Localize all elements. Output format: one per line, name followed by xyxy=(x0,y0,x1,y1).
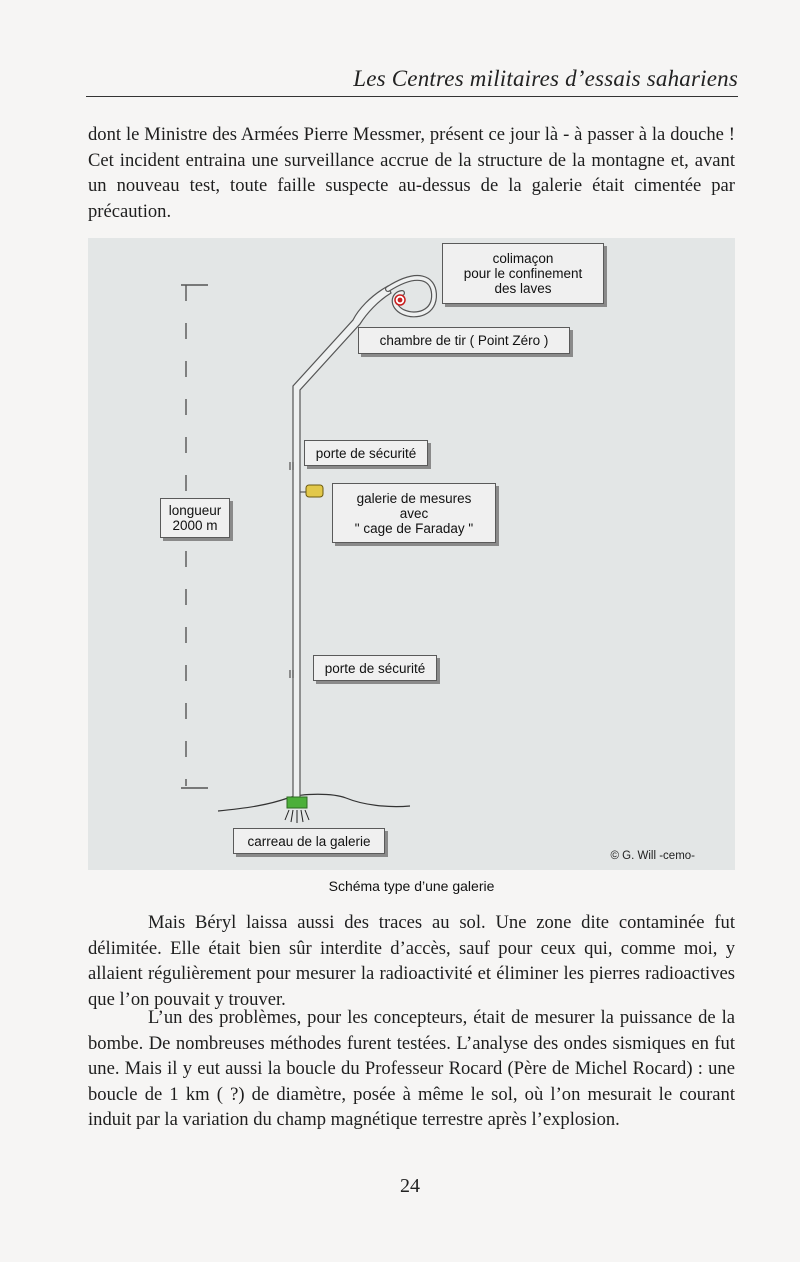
chamber-label: chambre de tir ( Point Zéro ) xyxy=(358,327,570,354)
entrance-rays xyxy=(285,810,309,823)
figure-caption: Schéma type d’une galerie xyxy=(328,878,495,894)
gallery-entrance-marker xyxy=(287,797,307,808)
spiral-label: colimaçon pour le confinement des laves xyxy=(442,243,604,304)
image-credit: © G. Will -cemo- xyxy=(610,850,695,862)
gallery-diagram xyxy=(88,238,735,870)
security-door-upper xyxy=(290,462,293,470)
page-number: 24 xyxy=(400,1175,420,1197)
measurement-gallery-marker xyxy=(306,485,323,497)
door-lower-label: porte de sécurité xyxy=(313,655,437,681)
door-upper-label: porte de sécurité xyxy=(304,440,428,466)
paragraph-rocard: L’un des problèmes, pour les concepteurs, était de mesurer la puissance de la bombe. De nombreuses méthodes furent testées. L’analyse des ondes sismiques en fut une. Mais il y eut aussi la boucle du Professeur Rocard (Père de Michel Rocard) : une boucle de 1 km ( ?) de diamètre, posée à même le sol, où l’on mesurait le courant induit par la variation du champ magnétique terrestre après l’explosion. xyxy=(88,1007,735,1130)
running-head: Les Centres militaires d’essais sahariens xyxy=(353,66,738,91)
ground-line xyxy=(218,794,410,811)
firing-chamber-point xyxy=(398,298,403,303)
measurement-gallery-label: galerie de mesures avec " cage de Faraday " xyxy=(332,483,496,543)
paragraph-beryl: Mais Béryl laissa aussi des traces au sol. Une zone dite contaminée fut délimitée. Elle était bien sûr interdite d’accès, sauf pour ceux qui, comme moi, y allaient régulièrement pour mesurer la radioactivité et éliminer les pierres radioactives que l’on pouvait y trouver. xyxy=(88,912,735,1010)
paragraph-continuation: dont le Ministre des Armées Pierre Messmer, présent ce jour là - à passer à la douche ! Cet incident entraina une surveillance accrue de la structure de la montagne et, avant un nouveau test, toute faille suspecte au-dessus de la galerie était cimentée par précaution. xyxy=(88,124,735,222)
header-rule xyxy=(86,96,738,97)
tunnel-gallery xyxy=(293,286,391,805)
entrance-label: carreau de la galerie xyxy=(233,828,385,854)
security-door-lower xyxy=(290,670,293,678)
length-label: longueur 2000 m xyxy=(160,498,230,538)
